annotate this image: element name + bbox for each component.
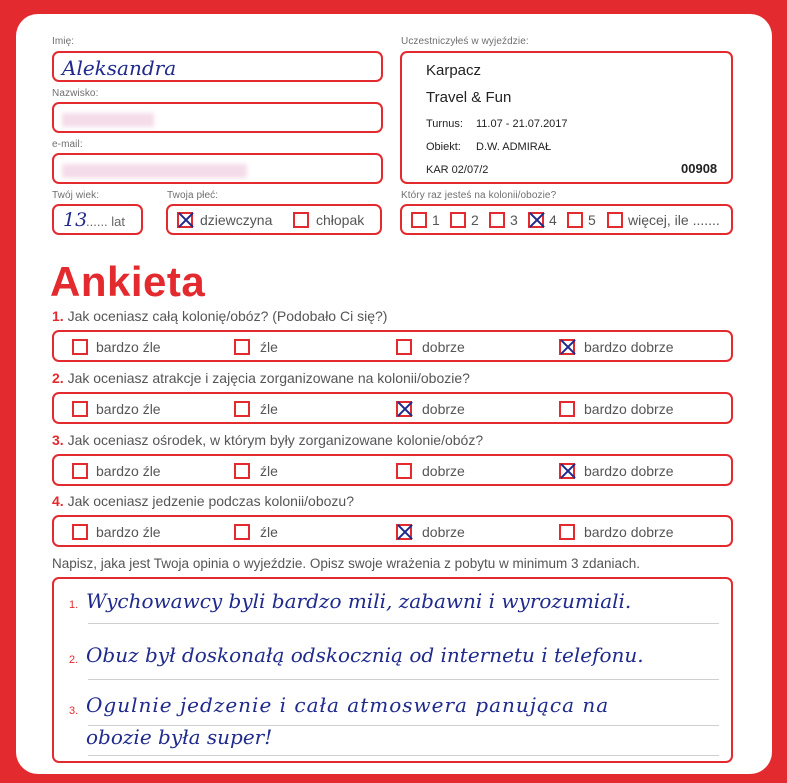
- trip-turnus-value: 11.07 - 21.07.2017: [476, 118, 568, 130]
- times-1-checkbox[interactable]: [411, 212, 427, 228]
- question-4-text: Jak oceniasz jedzenie podczas kolonii/obozu?: [67, 493, 354, 509]
- q3-dobrze-checkbox[interactable]: [396, 463, 412, 479]
- name-field[interactable]: [52, 51, 383, 82]
- email-label: e-mail:: [52, 139, 83, 150]
- question-3-text: Jak oceniasz ośrodek, w którym były zorganizowane kolonie/obóz?: [67, 432, 484, 448]
- times-5-checkbox[interactable]: [567, 212, 583, 228]
- question-1-text: Jak oceniasz całą kolonię/obóz? (Podobało Ci się?): [67, 308, 388, 324]
- q3-zle-label: źle: [260, 463, 278, 479]
- name-value: Aleksandra: [62, 56, 177, 80]
- question-3-options: [52, 454, 733, 486]
- question-1: [52, 308, 387, 324]
- question-2-text: Jak oceniasz atrakcje i zajęcia zorganizowane na kolonii/obozie?: [67, 370, 470, 386]
- q1-zle-checkbox[interactable]: [234, 339, 250, 355]
- age-label: Twój wiek:: [52, 190, 100, 201]
- email-redacted: [62, 164, 247, 178]
- gender-male-checkbox[interactable]: [293, 212, 309, 228]
- q1-dobrze-checkbox[interactable]: [396, 339, 412, 355]
- opinion-line-3-number: 3.: [69, 705, 79, 717]
- opinion-line-2-number: 2.: [69, 654, 79, 666]
- question-1-options: [52, 330, 733, 362]
- question-1-number: 1.: [52, 308, 64, 324]
- q2-bardzo-zle-label: bardzo źle: [96, 401, 161, 417]
- gender-label: Twoja płeć:: [167, 190, 219, 201]
- age-suffix: ...... lat: [86, 214, 126, 229]
- question-3-number: 3.: [52, 432, 64, 448]
- times-4-checkbox[interactable]: [528, 212, 544, 228]
- q1-bardzo-zle-label: bardzo źle: [96, 339, 161, 355]
- question-4-number: 4.: [52, 493, 64, 509]
- times-3-label: 3: [510, 212, 518, 228]
- ruled-line: [88, 679, 719, 680]
- trip-info-card: [400, 51, 733, 184]
- times-more-label: więcej, ile .......: [628, 212, 720, 228]
- q4-dobrze-label: dobrze: [422, 524, 465, 540]
- times-1-label: 1: [432, 212, 440, 228]
- gender-female-label: dziewczyna: [200, 212, 273, 228]
- form-sheet: [16, 14, 772, 774]
- times-4-label: 4: [549, 212, 557, 228]
- opinion-line-3: Ogulnie jedzenie i cała atmoswera panująca na: [86, 693, 610, 717]
- question-4: [52, 493, 354, 509]
- question-3: [52, 432, 483, 448]
- email-field[interactable]: [52, 153, 383, 184]
- times-2-checkbox[interactable]: [450, 212, 466, 228]
- opinion-line-1: Wychowawcy byli bardzo mili, zabawni i wyrozumiali.: [86, 589, 632, 613]
- q3-dobrze-label: dobrze: [422, 463, 465, 479]
- q2-zle-checkbox[interactable]: [234, 401, 250, 417]
- q3-zle-checkbox[interactable]: [234, 463, 250, 479]
- gender-male-label: chłopak: [316, 212, 365, 228]
- q1-dobrze-label: dobrze: [422, 339, 465, 355]
- q3-bardzo-zle-checkbox[interactable]: [72, 463, 88, 479]
- opinion-textarea[interactable]: [52, 577, 733, 763]
- surname-redacted: [62, 113, 154, 127]
- trip-obiekt-value: D.W. ADMIRAŁ: [476, 141, 552, 153]
- q2-zle-label: źle: [260, 401, 278, 417]
- times-2-label: 2: [471, 212, 479, 228]
- trip-place: Karpacz: [426, 62, 482, 79]
- times-3-checkbox[interactable]: [489, 212, 505, 228]
- times-field: [400, 204, 733, 235]
- survey-title: Ankieta: [50, 258, 206, 305]
- q4-bardzo-dobrze-label: bardzo dobrze: [584, 524, 674, 540]
- name-label: Imię:: [52, 36, 75, 47]
- q1-bardzo-dobrze-label: bardzo dobrze: [584, 339, 674, 355]
- times-more-checkbox[interactable]: [607, 212, 623, 228]
- opinion-line-1-number: 1.: [69, 599, 79, 611]
- opinion-line-4: obozie była super!: [86, 725, 273, 749]
- q2-bardzo-dobrze-label: bardzo dobrze: [584, 401, 674, 417]
- ruled-line: [88, 623, 719, 624]
- question-4-options: [52, 515, 733, 547]
- gender-female-checkbox[interactable]: [177, 212, 193, 228]
- surname-label: Nazwisko:: [52, 88, 99, 99]
- q1-zle-label: źle: [260, 339, 278, 355]
- trip-obiekt-label: Obiekt:: [426, 141, 461, 153]
- q2-bardzo-zle-checkbox[interactable]: [72, 401, 88, 417]
- trip-label: Uczestniczyłeś w wyjeździe:: [401, 36, 529, 47]
- trip-number: 00908: [681, 161, 718, 176]
- q3-bardzo-dobrze-checkbox[interactable]: [559, 463, 575, 479]
- gender-field: [166, 204, 382, 235]
- age-field[interactable]: [52, 204, 143, 235]
- opinion-prompt: Napisz, jaka jest Twoja opinia o wyjeździe. Opisz swoje wrażenia z pobytu w minimum 3 zdaniach.: [52, 556, 641, 571]
- question-2-options: [52, 392, 733, 424]
- q4-bardzo-zle-label: bardzo źle: [96, 524, 161, 540]
- trip-code: KAR 02/07/2: [426, 164, 489, 176]
- times-label: Który raz jesteś na kolonii/obozie?: [401, 190, 557, 201]
- q4-dobrze-checkbox[interactable]: [396, 524, 412, 540]
- q4-bardzo-zle-checkbox[interactable]: [72, 524, 88, 540]
- q2-bardzo-dobrze-checkbox[interactable]: [559, 401, 575, 417]
- times-5-label: 5: [588, 212, 596, 228]
- question-2: [52, 370, 470, 386]
- ruled-line: [88, 755, 719, 756]
- q2-dobrze-checkbox[interactable]: [396, 401, 412, 417]
- age-value: 13: [63, 209, 88, 231]
- q4-zle-checkbox[interactable]: [234, 524, 250, 540]
- q3-bardzo-dobrze-label: bardzo dobrze: [584, 463, 674, 479]
- q1-bardzo-zle-checkbox[interactable]: [72, 339, 88, 355]
- trip-turnus-label: Turnus:: [426, 118, 463, 130]
- q4-bardzo-dobrze-checkbox[interactable]: [559, 524, 575, 540]
- q3-bardzo-zle-label: bardzo źle: [96, 463, 161, 479]
- surname-field[interactable]: [52, 102, 383, 133]
- q4-zle-label: źle: [260, 524, 278, 540]
- q2-dobrze-label: dobrze: [422, 401, 465, 417]
- trip-company: Travel & Fun: [426, 89, 512, 106]
- question-2-number: 2.: [52, 370, 64, 386]
- opinion-line-2: Obuz był doskonałą odskocznią od internetu i telefonu.: [86, 643, 644, 667]
- q1-bardzo-dobrze-checkbox[interactable]: [559, 339, 575, 355]
